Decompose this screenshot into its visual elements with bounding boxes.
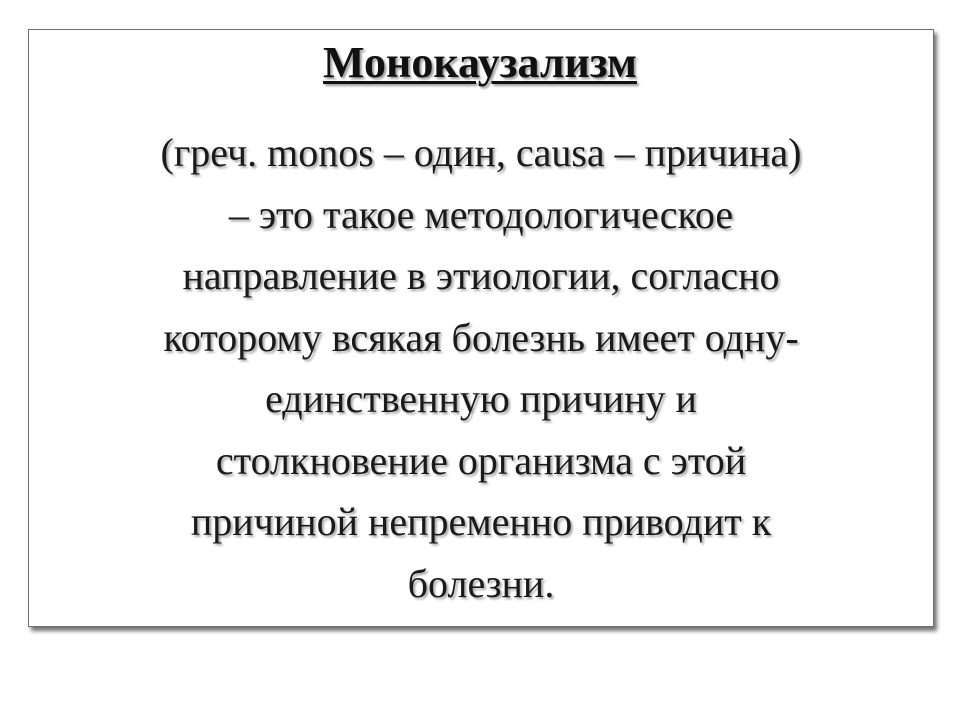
text-line: направление в этиологии, согласно: [182, 253, 780, 298]
text-line: столкновение организма с этой: [215, 437, 747, 483]
definition-text: [28, 122, 934, 614]
text-line: которому всякая болезнь имеет одну-: [163, 314, 799, 360]
text-line: единственную причину и: [265, 376, 697, 421]
slide-title: Монокаузализм: [323, 38, 637, 87]
text-line: (греч. monos – один, causa – причина): [160, 130, 802, 175]
text-line: причиной непременно приводит к: [190, 499, 772, 544]
text-line: болезни.: [407, 560, 555, 606]
text-line: – это такое методологическое: [228, 191, 734, 237]
